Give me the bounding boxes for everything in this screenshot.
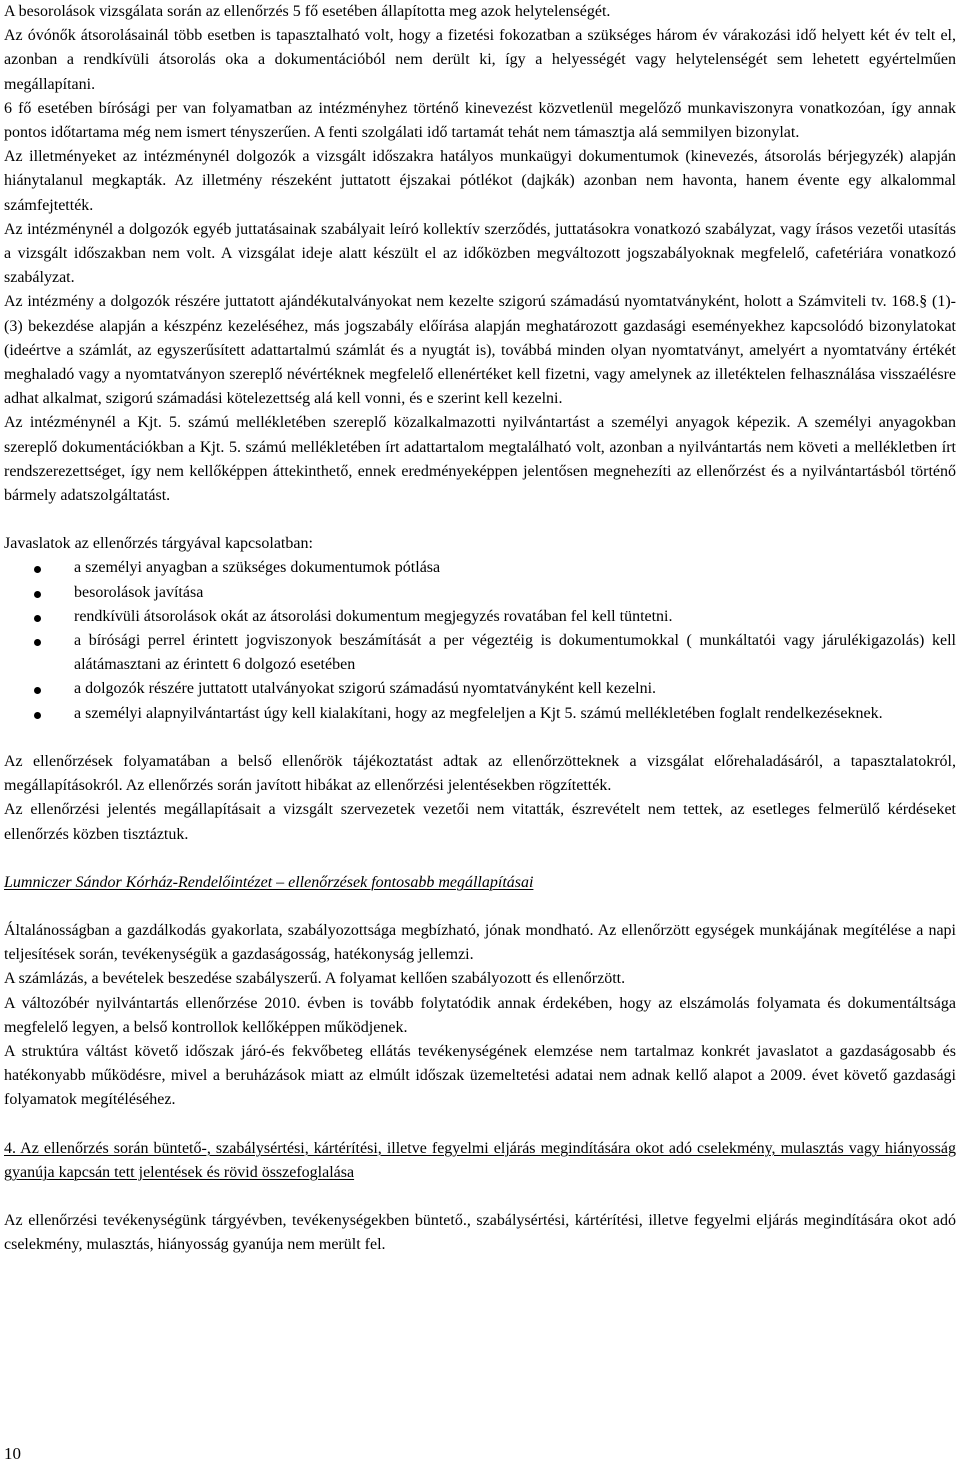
list-item: a személyi anyagban a szükséges dokumentumok pótlása [4,556,956,580]
paragraph-benefits-rules: Az intézménynél a dolgozók egyéb juttatásainak szabályait leíró kollektív szerződés, juttatásokra vonatkozó szabályzat, vagy írásos vezetői utasítás a vizsgált időszakban nem volt. A vizsgálat ideje alatt készült el az időközben megváltozott jogszabályoknak megfelelő, cafetériára vonatkozó szabályzat. [4,220,956,287]
paragraph-kindergarten-reclassification: Az óvónők átsorolásainál több esetben is tapasztalható volt, hogy a fizetési fokozatban a szükséges három év várakozási idő helyett két év telt el, azonban a rendkívüli átsorolás oka a dokumentációból nem derült ki, így a helyességét vagy helytelenségét sem lehetett egyértelműen megállapítani. [4,27,956,93]
paragraph-audit-report-acceptance: Az ellenőrzési jelentés megállapításait a vizsgált szervezetek vezetői nem vitatták, észrevételt nem tettek, az esetleges felmerülő kérdéseket ellenőrzés közben tisztáztuk. [4,801,956,843]
bullet-icon [34,591,41,598]
paragraph-personnel-records: Az intézménynél a Kjt. 5. számú mellékletében szereplő közalkalmazotti nyilvántartást a személyi anyagok képezik. A személyi anyagokban szereplő dokumentációkban a Kjt. 5. számú mellékletében írt adattartalom megtalálható volt, azonban a nyilvántartás nem követi a mellékletben írt rendszerezettséget, így nem kellőképpen áttekinthető, ennek eredményeképpen jelentősen megnehezíti az ellenőrzést és a nyilvántartásból történő bármely adatszolgáltatást. [4,414,956,505]
bullet-icon [34,566,41,573]
paragraph-hospital-structure: A struktúra váltást követő időszak járó-és fekvőbeteg ellátás tevékenységének elemzése nem tartalmaz konkrét javaslatot a gazdaságosabb és hatékonyabb működésre, mivel a beruházások miatt az elmúlt időszak üzemeltetési adatai nem adnak kellő alapot a 2009. évet követő gazdasági folyamatok megítéléséhez. [4,1042,956,1109]
list-item: a személyi alapnyilvántartást úgy kell kialakítani, hogy az megfeleljen a Kjt 5. számú mellékletében foglalt rendelkezéseknek. [4,702,956,726]
paragraph-hospital-general: Általánosságban a gazdálkodás gyakorlata, szabályozottsága megbízható, jónak mondható. Az ellenőrzött egységek munkájának megítélése a napi teljesítések során, tevékenységük a gazdaságosság, hatékonyság jellemzi. [4,921,956,964]
section-4-heading: 4. Az ellenőrzés során büntető-, szabálysértési, kártérítési, illetve fegyelmi eljárás megindítására okot adó cselekmény, mulasztás vagy hiányosság gyanúja kapcsán tett jelentések és rövid összefoglalása [4,1139,956,1181]
spacer [4,508,956,532]
spacer [4,1185,956,1209]
paragraph-salaries: Az illetményeket az intézménynél dolgozók a vizsgált időszakra hatályos munkaügyi dokumentumok (kinevezés, átsorolás bérjegyzék) alapján hiánytalanul megkapták. Az illetmény részeként juttatott éjszakai pótlékot (dajkák) azonban nem havonta, hanem évente egy alkalommal számfejtették. [4,148,956,214]
paragraph-hospital-variable-pay: A változóbér nyilvántartás ellenőrzése 2010. évben is tovább folytatódik annak érdekében, hogy az elszámolás folyamata és dokumentáltsága megfelelő legyen, a belső kontrollok kellőképpen működjenek. [4,994,956,1036]
paragraph-classification-findings: A besorolások vizsgálata során az ellenőrzés 5 fő esetében állapította meg azok helytelenségét. [4,3,611,20]
document-page [4,0,956,1257]
spacer [4,1113,956,1137]
bullet-icon [34,712,41,719]
section-4-text: Az ellenőrzési tevékenységünk tárgyévben, tevékenységekben büntető., szabálysértési, kártérítési, illetve fegyelmi eljárás megindítására okot adó cselekmény, mulasztás, hiányosság gyanúja nem merült fel. [4,1211,956,1254]
recommendations-title: Javaslatok az ellenőrzés tárgyával kapcsolatban: [4,535,313,553]
spacer [4,847,956,871]
spacer [4,895,956,919]
spacer [4,726,956,750]
paragraph-gift-vouchers: Az intézmény a dolgozók részére juttatott ajándékutalványokat nem kezelte szigorú számadású nyomtatványként, holott a Számviteli tv. 168.§ (1)- (3) bekezdése alapján a készpénz kezeléséhez, más jogszabály előírása alapján meghatározott gazdasági eseményekhez kapcsolódó bizonylatokat (ideértve a számlát, az egyszerűsített adattartalmú számlát és a nyugtát is), továbbá minden olyan nyomtatványt, amelyért a nyomtatvány értékét meghaladó vagy a nyomtatványon szereplő névértéknek megfelelő ellenértéket kell fizetni, vagy amelynek az illetéktelen felhasználása visszaélésre adhat alkalmat, szigorú számadási kötelezettség alá kell vonni, és e szerint kell kezelni. [4,293,956,408]
bullet-icon [34,687,41,694]
hospital-section-heading: Lumniczer Sándor Kórház-Rendelőintézet – ellenőrzések fontosabb megállapításai [4,873,534,891]
recommendations-list [4,556,956,725]
paragraph-court-case: 6 fő esetében bírósági per van folyamatban az intézményhez történő kinevezést közvetlenül megelőző munkaviszonyra vonatkozóan, így annak pontos időtartama még nem ismert tényszerűen. A fenti szolgálati idő tartamát tehát nem támasztja alá semmilyen bizonylat. [4,99,956,142]
list-item: besorolások javítása [4,581,956,605]
list-item: a dolgozók részére juttatott utalványokat szigorú számadású nyomtatványként kell kezelni. [4,677,956,701]
paragraph-hospital-billing: A számlázás, a bevételek beszedése szabályszerű. A folyamat kellően szabályozott és ellenőrzött. [4,970,626,988]
list-item: rendkívüli átsorolások okát az átsorolási dokumentum megjegyzés rovatában fel kell tüntetni. [4,605,956,629]
list-item: a bírósági perrel érintett jogviszonyok beszámítását a per végeztéig is dokumentumokkal ( munkáltatói vagy járulékigazolás) kell alátámasztani az érintett 6 dolgozó esetében [4,629,956,677]
page-number: 10 [4,1444,21,1463]
bullet-icon [34,615,41,622]
bullet-icon [34,639,41,646]
paragraph-audit-process: Az ellenőrzések folyamatában a belső ellenőrök tájékoztatást adtak az ellenőrzötteknek a vizsgálat előrehaladásáról, a tapasztalatokról, megállapításokról. Az ellenőrzés során javított hibákat az ellenőrzési jelentésekben rögzítették. [4,752,956,795]
